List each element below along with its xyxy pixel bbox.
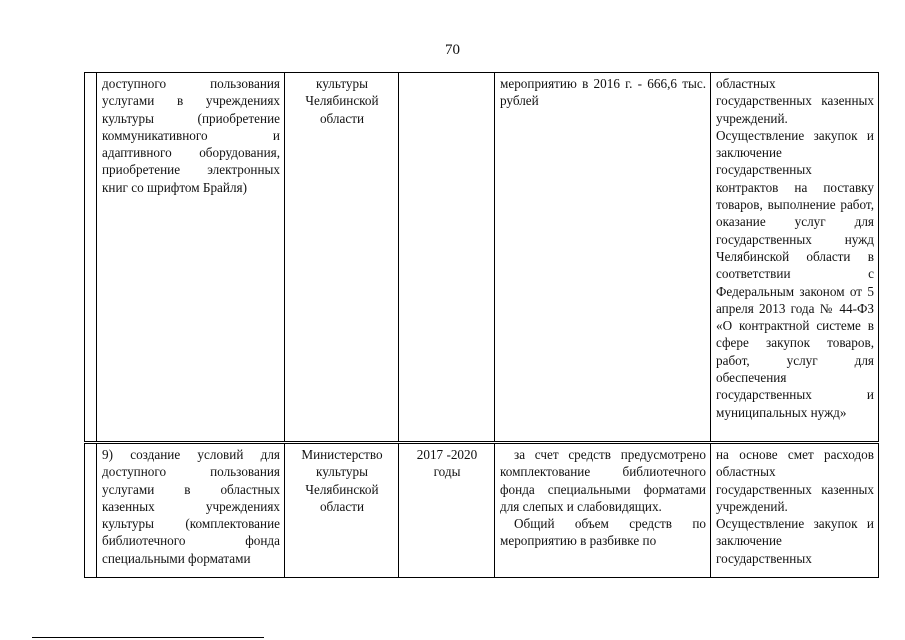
row-number-cell bbox=[85, 73, 97, 443]
funding-cell bbox=[495, 443, 711, 578]
funding-cell: мероприятию в 2016 г. - 666,6 тыс. рублей bbox=[495, 73, 711, 443]
bottom-divider bbox=[32, 637, 264, 638]
table-row bbox=[85, 443, 879, 578]
executor-cell: Министерство культуры Челябинской области bbox=[285, 443, 399, 578]
funding-paragraph-1: за счет средств предусмотрено комплектование библиотечного фонда специальными форматами для слепых и слабовидящих. bbox=[500, 447, 706, 514]
funding-paragraph-2: Общий объем средств по мероприятию в разбивке по bbox=[500, 516, 706, 549]
event-name-cell: 9) создание условий для доступного пользования услугами в областных казенных учреждениях культуры (комплектование библиотечного фонда специальными форматами bbox=[97, 443, 285, 578]
mechanism-cell: областных государственных казенных учреждений. Осуществление закупок и заключение государственных контрактов на поставку товаров, выполнение работ, оказание услуг для государственных нужд Челябинской области в соответствии с Федеральным законом от 5 апреля 2013 года № 44-ФЗ «О контрактной системе в сфере закупок товаров, работ, услуг для обеспечения государственных и муниципальных нужд» bbox=[711, 73, 879, 443]
period-cell: 2017 -2020 годы bbox=[399, 443, 495, 578]
row-number-cell bbox=[85, 443, 97, 578]
period-cell bbox=[399, 73, 495, 443]
mechanism-cell: на основе смет расходов областных государственных казенных учреждений. Осуществление закупок и заключение государственных bbox=[711, 443, 879, 578]
table-row bbox=[85, 73, 879, 443]
executor-cell: культуры Челябинской области bbox=[285, 73, 399, 443]
program-table bbox=[84, 72, 879, 578]
page-number: 70 bbox=[445, 42, 460, 58]
event-name-cell: доступного пользования услугами в учреждениях культуры (приобретение коммуникативного и адаптивного оборудования, приобретение электронных книг со шрифтом Брайля) bbox=[97, 73, 285, 443]
